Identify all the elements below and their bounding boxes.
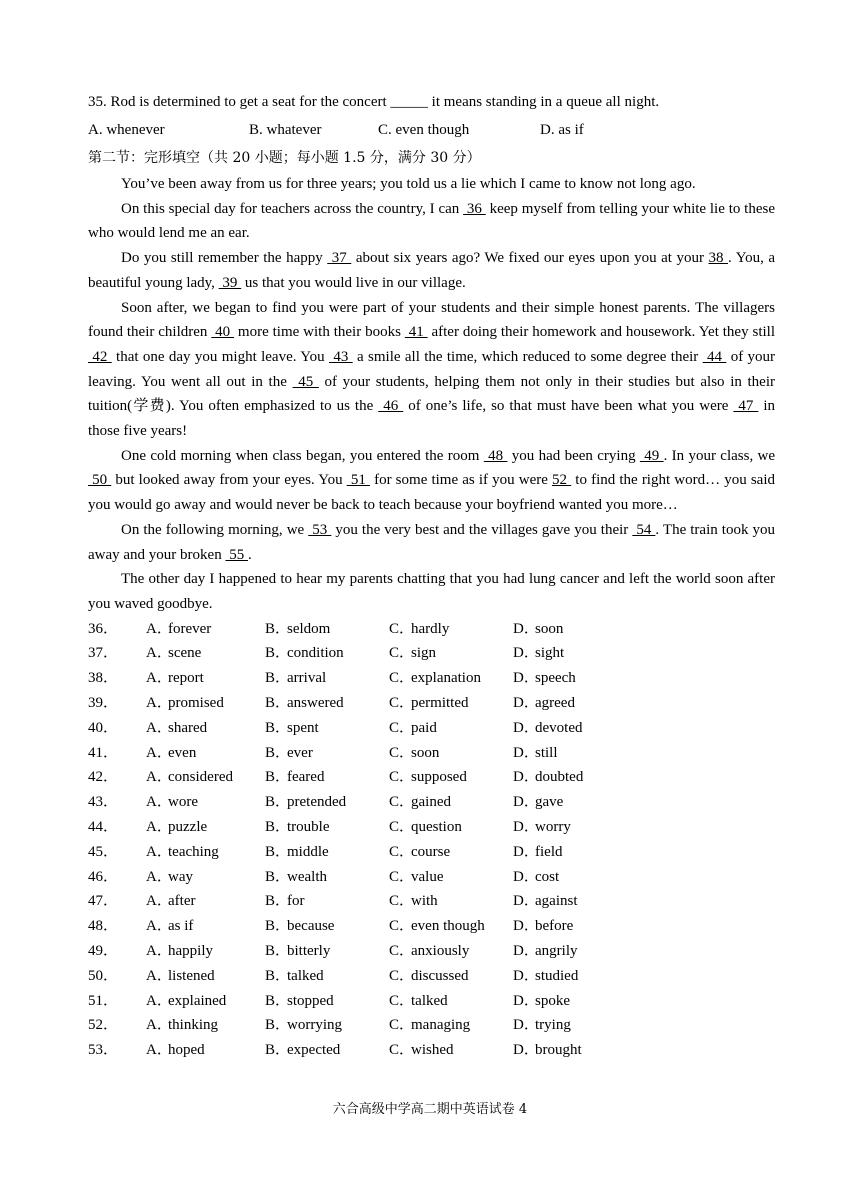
option-letter: B． (265, 719, 291, 736)
option-letter: C． (389, 744, 415, 761)
option-d (513, 815, 633, 840)
option-b (265, 617, 389, 642)
question-number: 41． (88, 744, 119, 761)
option-letter: D． (513, 943, 539, 960)
option-letter: C． (389, 719, 415, 736)
option-letter: B． (265, 744, 291, 761)
option-d (513, 914, 633, 939)
option-c (389, 840, 513, 865)
option-d (513, 1013, 633, 1038)
option-text: way (168, 868, 193, 885)
option-letter: D． (513, 719, 539, 736)
option-a (146, 939, 265, 964)
option-text: soon (411, 744, 440, 761)
option-text: trouble (287, 819, 330, 836)
option-letter: D． (513, 819, 539, 836)
option-c (389, 765, 513, 790)
option-letter: B． (265, 1042, 291, 1059)
choice-row (88, 889, 775, 914)
option-letter: B． (265, 992, 291, 1009)
option-text: before (535, 918, 574, 935)
option-letter: C． (389, 819, 415, 836)
option-d (513, 790, 633, 815)
option-c (389, 889, 513, 914)
option-letter: A． (146, 1017, 172, 1034)
blank-38: 38 (708, 250, 729, 267)
option-letter: A． (146, 843, 172, 860)
option-text: gave (535, 794, 564, 811)
option-letter: A． (146, 794, 172, 811)
option-a (146, 1013, 265, 1038)
option-letter: C． (389, 843, 415, 860)
blank-53: 53 (308, 521, 332, 538)
option-c (389, 691, 513, 716)
choice-row (88, 765, 775, 790)
option-b (265, 939, 389, 964)
option-text: promised (168, 695, 224, 712)
option-letter: C． (389, 893, 415, 910)
question-number: 36． (88, 620, 119, 637)
option-c (389, 1013, 513, 1038)
option-text: permitted (411, 695, 469, 712)
option-letter: C． (389, 695, 415, 712)
option-letter: D． (513, 769, 539, 786)
blank-47: 47 (733, 398, 759, 415)
option-letter: A． (146, 645, 172, 662)
option-c (389, 815, 513, 840)
option-a (146, 840, 265, 865)
option-text: after (168, 893, 196, 910)
q35-option-c: C. even though (378, 122, 470, 138)
option-text: anxiously (411, 943, 470, 960)
passage-paragraph-2: On this special day for teachers across the country, I can 36 keep myself from telling your white lie to these who would lend me an ear. (88, 200, 776, 242)
option-a (146, 914, 265, 939)
option-d (513, 641, 633, 666)
option-letter: A． (146, 893, 172, 910)
option-letter: A． (146, 744, 172, 761)
option-b (265, 1038, 389, 1063)
question-number: 53． (88, 1042, 119, 1059)
blank-48: 48 (483, 447, 508, 464)
option-c (389, 741, 513, 766)
question-number: 49． (88, 943, 119, 960)
option-a (146, 765, 265, 790)
option-d (513, 865, 633, 890)
blank-43: 43 (328, 348, 353, 365)
option-text: happily (168, 943, 213, 960)
option-letter: B． (265, 868, 291, 885)
option-d (513, 1038, 633, 1063)
option-letter: B． (265, 670, 291, 687)
blank-44: 44 (702, 348, 727, 365)
choice-row (88, 914, 775, 939)
option-b (265, 790, 389, 815)
option-text: studied (535, 967, 579, 984)
blank-40: 40 (211, 324, 235, 341)
option-text: agreed (535, 695, 575, 712)
option-text: sight (535, 645, 565, 662)
choice-row (88, 815, 775, 840)
option-letter: A． (146, 918, 172, 935)
q35-option-b: B. whatever (249, 122, 322, 138)
option-letter: D． (513, 843, 539, 860)
choice-row (88, 865, 775, 890)
blank-54: 54 (632, 521, 656, 538)
option-letter: A． (146, 620, 172, 637)
option-a (146, 989, 265, 1014)
blank-50: 50 (88, 472, 112, 489)
q35-option-d: D. as if (540, 122, 584, 138)
option-letter: A． (146, 670, 172, 687)
option-letter: A． (146, 868, 172, 885)
blank-41: 41 (404, 324, 428, 341)
option-letter: D． (513, 893, 539, 910)
question-number: 46． (88, 868, 119, 885)
option-d (513, 964, 633, 989)
option-text: worrying (287, 1017, 342, 1034)
option-a (146, 889, 265, 914)
option-text: wealth (287, 868, 327, 885)
option-text: bitterly (287, 943, 331, 960)
option-letter: B． (265, 819, 291, 836)
option-letter: B． (265, 695, 291, 712)
option-text: doubted (535, 769, 584, 786)
option-letter: C． (389, 670, 415, 687)
option-c (389, 617, 513, 642)
option-text: field (535, 843, 563, 860)
choice-row (88, 964, 775, 989)
option-d (513, 691, 633, 716)
blank-37: 37 (327, 250, 352, 267)
passage-paragraph-7: The other day I happened to hear my parents chatting that you had lung cancer and left the world soon after you waved goodbye. (88, 571, 775, 612)
option-text: hoped (168, 1042, 205, 1059)
option-letter: A． (146, 819, 172, 836)
blank-46: 46 (378, 398, 404, 415)
option-letter: A． (146, 769, 172, 786)
option-b (265, 641, 389, 666)
option-text: talked (287, 967, 324, 984)
option-text: considered (168, 769, 233, 786)
option-text: answered (287, 695, 344, 712)
option-letter: A． (146, 992, 172, 1009)
option-a (146, 691, 265, 716)
option-c (389, 1038, 513, 1063)
question-number: 40． (88, 719, 119, 736)
question-35-stem: 35. Rod is determined to get a seat for the concert _____ it means standing in a queue all night. (88, 94, 660, 110)
option-letter: B． (265, 967, 291, 984)
option-letter: D． (513, 794, 539, 811)
exam-page (88, 88, 775, 1063)
option-text: angrily (535, 943, 578, 960)
option-c (389, 716, 513, 741)
q35-option-a: A. whenever (88, 122, 165, 138)
blank-39: 39 (218, 274, 242, 291)
choice-row (88, 691, 775, 716)
option-letter: B． (265, 943, 291, 960)
question-number: 50． (88, 967, 119, 984)
option-text: explanation (411, 670, 481, 687)
option-text: report (168, 670, 204, 687)
option-d (513, 716, 633, 741)
option-letter: D． (513, 1017, 539, 1034)
option-a (146, 741, 265, 766)
option-b (265, 765, 389, 790)
blank-52: 52 (552, 472, 572, 489)
blank-49: 49 (639, 447, 664, 464)
passage-paragraph-5: One cold morning when class began, you entered the room 48 you had been crying 49 . In your class, we 50 but looked away from your eyes. You 51 for some time as if you were 52 to find the right word… you said you would go away and would never be back to teach because your boyfriend wanted you more… (88, 447, 776, 514)
option-letter: C． (389, 794, 415, 811)
option-text: soon (535, 620, 564, 637)
option-letter: C． (389, 769, 415, 786)
question-number: 44． (88, 819, 119, 836)
option-letter: C． (389, 992, 415, 1009)
option-letter: B． (265, 918, 291, 935)
answer-choices (88, 617, 775, 1063)
option-text: pretended (287, 794, 347, 811)
option-letter: C． (389, 1042, 415, 1059)
option-text: wished (411, 1042, 454, 1059)
option-c (389, 939, 513, 964)
option-text: stopped (287, 992, 334, 1009)
option-text: with (411, 893, 438, 910)
option-text: devoted (535, 719, 583, 736)
question-number: 47． (88, 893, 119, 910)
option-letter: A． (146, 943, 172, 960)
option-letter: D． (513, 670, 539, 687)
option-text: spent (287, 719, 319, 736)
choice-row (88, 1013, 775, 1038)
option-letter: A． (146, 695, 172, 712)
choice-row (88, 741, 775, 766)
option-letter: A． (146, 967, 172, 984)
option-text: brought (535, 1042, 582, 1059)
question-number: 43． (88, 794, 119, 811)
option-letter: A． (146, 719, 172, 736)
option-text: forever (168, 620, 212, 637)
passage-paragraph-3: Do you still remember the happy 37 about six years ago? We fixed our eyes upon you at your 38 . You, a beautiful young lady, 39 us that you would live in our village. (88, 250, 776, 291)
option-letter: B． (265, 769, 291, 786)
question-35-options (88, 116, 775, 144)
option-letter: D． (513, 620, 539, 637)
passage-paragraph-1: You’ve been away from us for three years; you told us a lie which I came to know not long ago. (121, 176, 696, 192)
option-letter: D． (513, 695, 539, 712)
option-text: because (287, 918, 335, 935)
option-letter: A． (146, 1042, 172, 1059)
option-text: value (411, 868, 444, 885)
option-letter: D． (513, 1042, 539, 1059)
option-b (265, 889, 389, 914)
option-text: explained (168, 992, 227, 1009)
option-text: listened (168, 967, 215, 984)
option-letter: C． (389, 1017, 415, 1034)
option-b (265, 840, 389, 865)
option-text: wore (168, 794, 198, 811)
question-number: 37． (88, 645, 119, 662)
option-b (265, 741, 389, 766)
option-text: middle (287, 843, 329, 860)
question-number: 51． (88, 992, 119, 1009)
option-letter: C． (389, 943, 415, 960)
option-d (513, 889, 633, 914)
option-text: question (411, 819, 462, 836)
blank-42: 42 (88, 348, 112, 365)
option-c (389, 865, 513, 890)
blank-51: 51 (346, 472, 370, 489)
option-text: ever (287, 744, 313, 761)
option-text: spoke (535, 992, 570, 1009)
option-d (513, 989, 633, 1014)
option-text: course (411, 843, 451, 860)
option-b (265, 989, 389, 1014)
question-number: 39． (88, 695, 119, 712)
choice-row (88, 1038, 775, 1063)
choice-row (88, 617, 775, 642)
option-d (513, 840, 633, 865)
option-text: paid (411, 719, 437, 736)
option-letter: B． (265, 1017, 291, 1034)
option-text: puzzle (168, 819, 208, 836)
option-letter: B． (265, 645, 291, 662)
option-text: seldom (287, 620, 331, 637)
option-text: scene (168, 645, 202, 662)
option-text: for (287, 893, 305, 910)
option-b (265, 666, 389, 691)
passage-paragraph-4: Soon after, we began to find you were part of your students and their simple honest parents. The villagers found their children 40 more time with their books 41 after doing their homework and housework. Yet they still 42 that one day you might leave. You 43 a smile all the time, which reduced to some degree their 44 of your leaving. You went all out in the 45 of your students, helping them not only in their studies but also in their tuition(学费). You often emphasized to us the 46 of one’s life, so that must have been what you were 47 in those five years! (88, 299, 776, 440)
option-a (146, 617, 265, 642)
option-letter: B． (265, 794, 291, 811)
option-b (265, 914, 389, 939)
option-text: even (168, 744, 197, 761)
option-text: sign (411, 645, 437, 662)
option-c (389, 790, 513, 815)
option-d (513, 939, 633, 964)
section-title: 第二节：完形填空（共 20 小题；每小题 1.5 分，满分 30 分） (88, 150, 481, 166)
option-letter: C． (389, 967, 415, 984)
option-letter: D． (513, 967, 539, 984)
page-footer: 六合高级中学高二期中英语试卷 4 (332, 1102, 528, 1117)
choice-row (88, 939, 775, 964)
option-text: speech (535, 670, 576, 687)
option-text: against (535, 893, 578, 910)
choice-row (88, 666, 775, 691)
blank-55: 55 (225, 546, 248, 563)
option-text: condition (287, 645, 344, 662)
blank-36: 36 (463, 200, 486, 217)
option-letter: C． (389, 620, 415, 637)
question-number: 52． (88, 1017, 119, 1034)
option-c (389, 914, 513, 939)
option-text: thinking (168, 1017, 219, 1034)
option-letter: D． (513, 868, 539, 885)
option-a (146, 790, 265, 815)
option-text: trying (535, 1017, 571, 1034)
option-c (389, 666, 513, 691)
option-letter: D． (513, 744, 539, 761)
option-c (389, 989, 513, 1014)
option-text: gained (411, 794, 451, 811)
option-a (146, 815, 265, 840)
option-text: supposed (411, 769, 467, 786)
option-letter: B． (265, 620, 291, 637)
option-a (146, 865, 265, 890)
option-c (389, 964, 513, 989)
option-b (265, 964, 389, 989)
option-b (265, 691, 389, 716)
option-a (146, 964, 265, 989)
option-a (146, 1038, 265, 1063)
choice-row (88, 641, 775, 666)
option-text: still (535, 744, 558, 761)
option-b (265, 716, 389, 741)
question-number: 38． (88, 670, 119, 687)
option-letter: C． (389, 918, 415, 935)
question-number: 45． (88, 843, 119, 860)
option-d (513, 765, 633, 790)
option-text: cost (535, 868, 560, 885)
option-b (265, 865, 389, 890)
passage-paragraph-6: On the following morning, we 53 you the very best and the villages gave you their 54 . The train took you away and your broken 55 . (88, 521, 775, 563)
option-a (146, 666, 265, 691)
option-letter: D． (513, 645, 539, 662)
choice-row (88, 716, 775, 741)
option-d (513, 741, 633, 766)
option-text: teaching (168, 843, 219, 860)
option-d (513, 666, 633, 691)
blank-45: 45 (292, 373, 319, 390)
option-b (265, 815, 389, 840)
option-text: hardly (411, 620, 450, 637)
choice-row (88, 989, 775, 1014)
option-c (389, 641, 513, 666)
option-letter: B． (265, 843, 291, 860)
option-text: as if (168, 918, 194, 935)
option-letter: B． (265, 893, 291, 910)
choice-row (88, 790, 775, 815)
option-text: shared (168, 719, 208, 736)
option-text: managing (411, 1017, 471, 1034)
option-text: feared (287, 769, 325, 786)
cloze-passage (88, 172, 775, 617)
question-number: 42． (88, 769, 119, 786)
choice-row (88, 840, 775, 865)
option-letter: D． (513, 992, 539, 1009)
question-number: 48． (88, 918, 119, 935)
option-letter: D． (513, 918, 539, 935)
option-a (146, 641, 265, 666)
option-text: arrival (287, 670, 327, 687)
option-a (146, 716, 265, 741)
option-letter: C． (389, 868, 415, 885)
option-text: worry (535, 819, 571, 836)
option-text: even though (411, 918, 485, 935)
option-b (265, 1013, 389, 1038)
option-d (513, 617, 633, 642)
option-text: talked (411, 992, 448, 1009)
option-letter: C． (389, 645, 415, 662)
option-text: discussed (411, 967, 469, 984)
option-text: expected (287, 1042, 341, 1059)
